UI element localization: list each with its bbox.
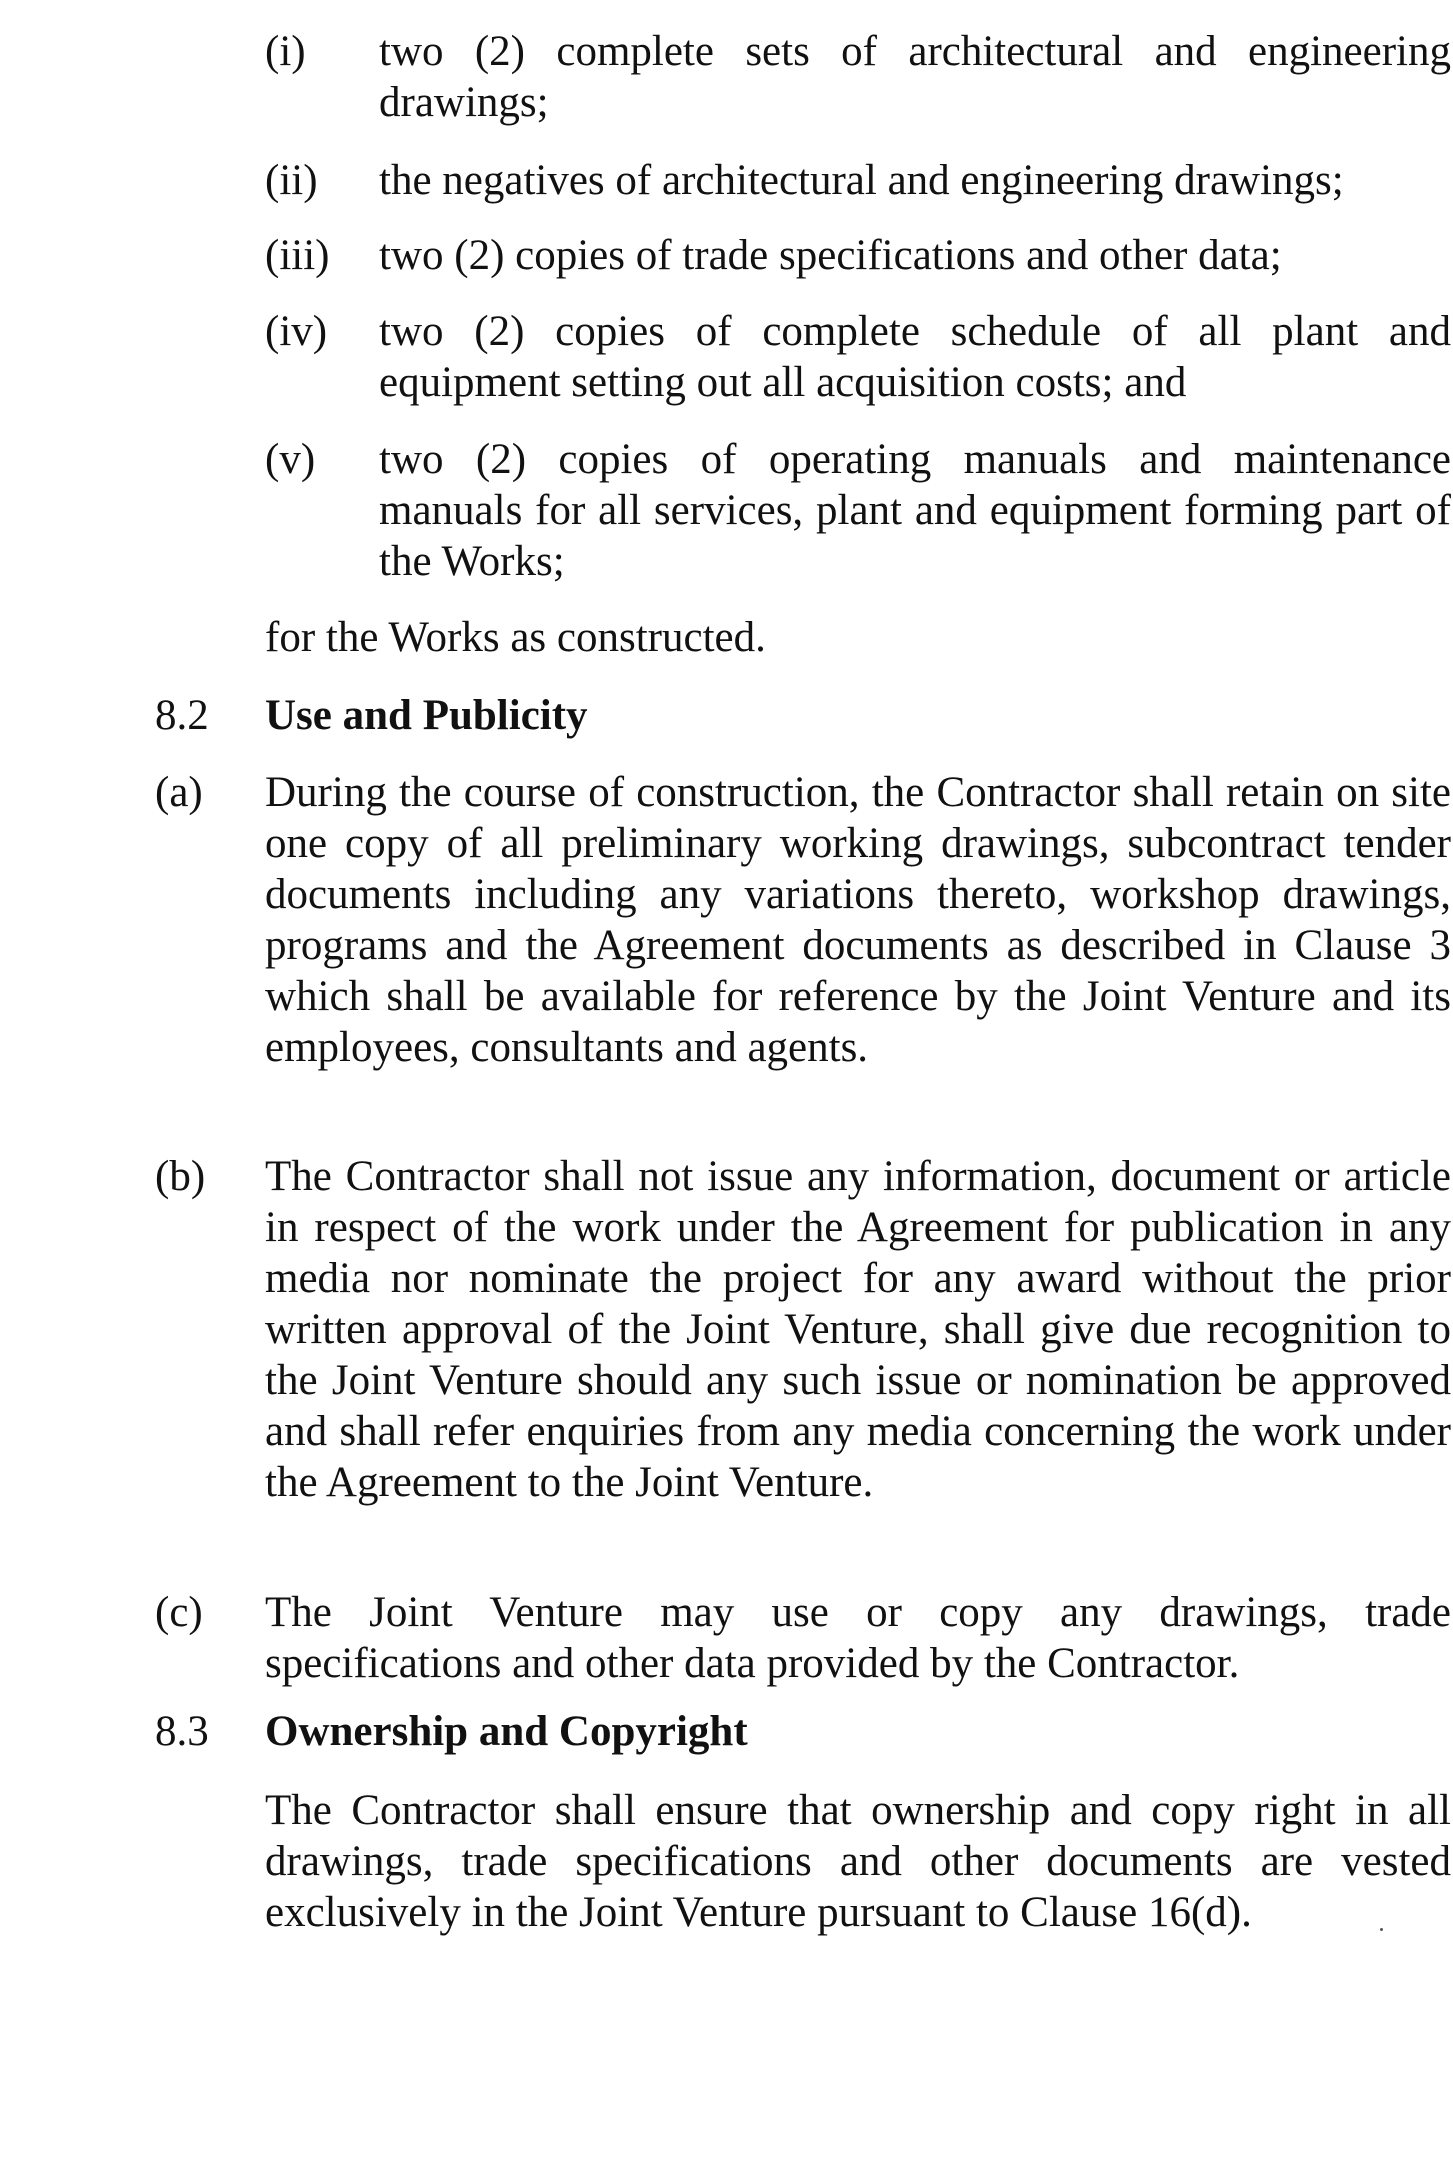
paragraph-c: [155, 1587, 1451, 1689]
list-item-label: (i): [265, 28, 306, 75]
list-item-text: two (2) complete sets of architectural and engineering drawings;: [379, 28, 1451, 126]
list-item-label: (v): [265, 436, 316, 483]
scan-speck: [1380, 1928, 1383, 1931]
list-item-text: the negatives of architectural and engineering drawings;: [379, 157, 1344, 204]
list-item: [265, 26, 1451, 128]
list-item: [265, 155, 1451, 206]
paragraph-label: (c): [155, 1589, 203, 1636]
section-8-3-text: The Contractor shall ensure that ownership and copy right in all drawings, trade specifications and other documents are vested exclusively in the Joint Venture pursuant to Clause 16(d).: [265, 1787, 1451, 1936]
section-heading-8-2: [155, 690, 1451, 741]
paragraph-label: (a): [155, 769, 203, 816]
paragraph-text: During the course of construction, the Contractor shall retain on site one copy of all preliminary working drawings, subcontract tender documents including any variations thereto, workshop drawings, programs and the Agreement documents as described in Clause 3 which shall be available for reference by the Joint Venture and its employees, consultants and agents.: [265, 769, 1451, 1071]
paragraph-label: (b): [155, 1153, 206, 1200]
list-item-label: (iv): [265, 308, 328, 355]
list-item: [265, 230, 1451, 281]
section-heading-8-3: [155, 1706, 1451, 1757]
list-item-text: two (2) copies of complete schedule of all plant and equipment setting out all acquisition costs; and: [379, 308, 1451, 406]
section-title: Ownership and Copyright: [265, 1708, 748, 1755]
list-item-text: two (2) copies of operating manuals and maintenance manuals for all services, plant and equipment forming part of the Works;: [379, 436, 1451, 585]
list-item-label: (iii): [265, 232, 330, 279]
list-item-label: (ii): [265, 157, 318, 204]
paragraph-text: The Joint Venture may use or copy any drawings, trade specifications and other data provided by the Contractor.: [265, 1589, 1451, 1687]
closing-text: for the Works as constructed.: [265, 614, 766, 661]
list-item: [265, 434, 1451, 587]
section-number: 8.2: [155, 692, 209, 739]
section-number: 8.3: [155, 1708, 209, 1755]
paragraph-text: The Contractor shall not issue any information, document or article in respect of the work under the Agreement for publication in any media nor nominate the project for any award without the prior written approval of the Joint Venture, shall give due recognition to the Joint Venture should any such issue or nomination be approved and shall refer enquiries from any media concerning the work under the Agreement to the Joint Venture.: [265, 1153, 1451, 1506]
paragraph-a: [155, 767, 1451, 1073]
paragraph-b: [155, 1151, 1451, 1508]
section-title: Use and Publicity: [265, 692, 588, 739]
list-item-text: two (2) copies of trade specifications and other data;: [379, 232, 1282, 279]
list-item: [265, 306, 1451, 408]
